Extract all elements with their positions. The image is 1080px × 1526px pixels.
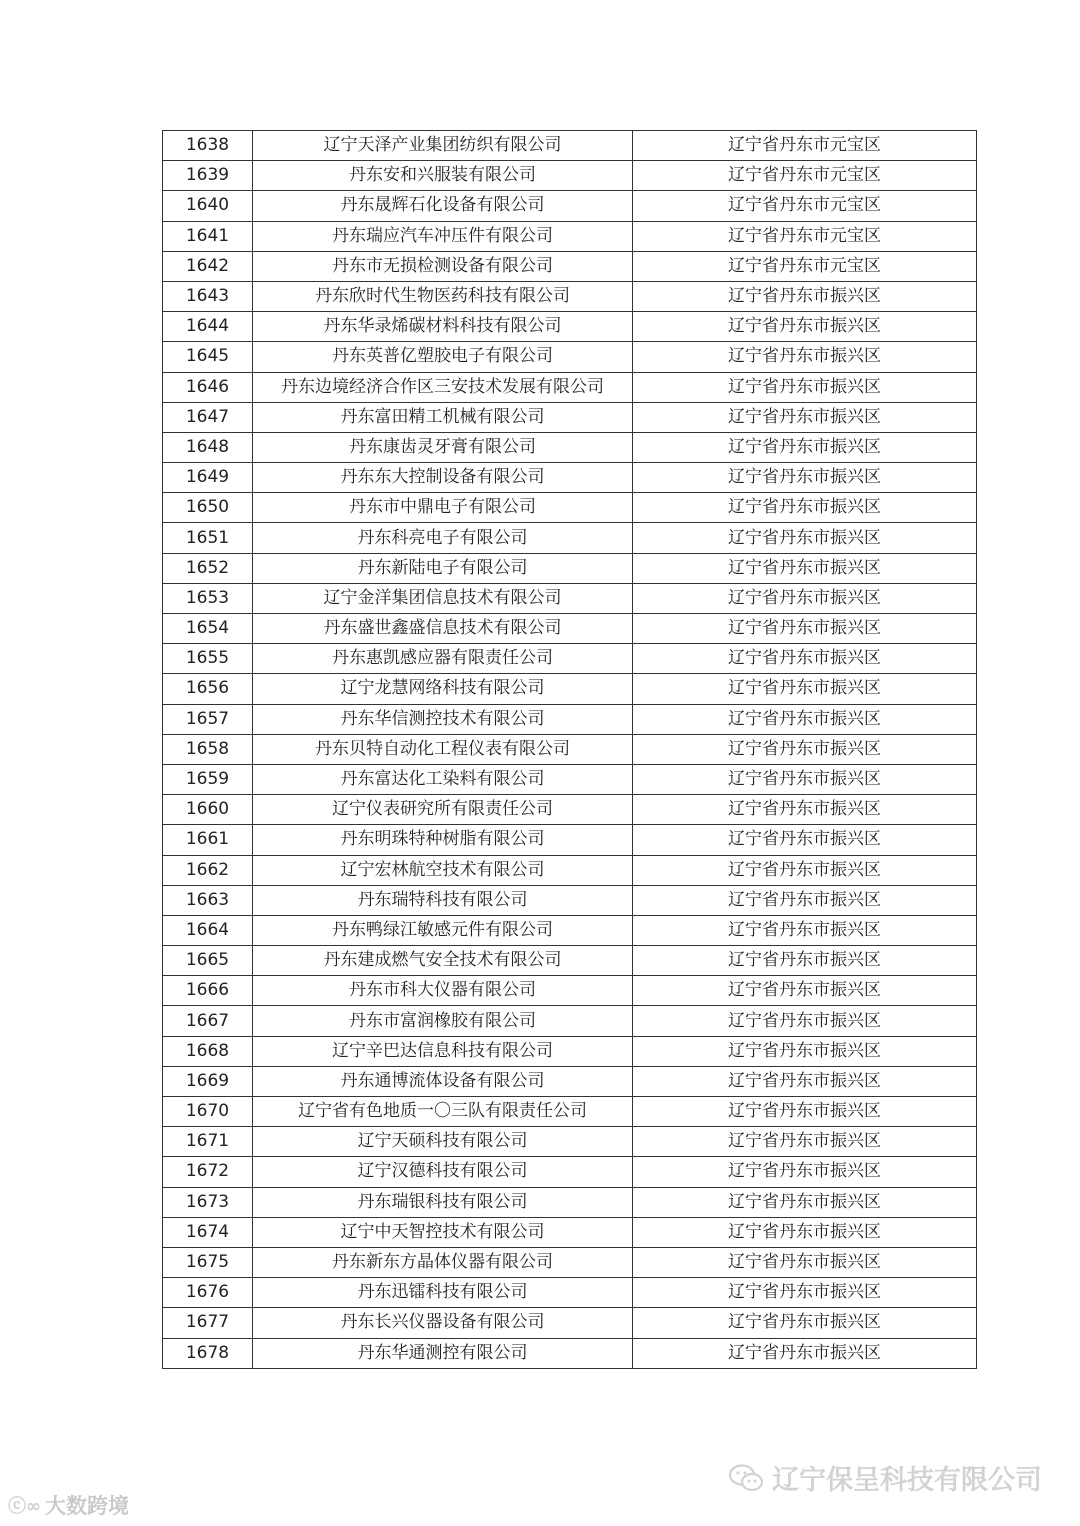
table-row (163, 795, 977, 825)
region: 辽宁省丹东市振兴区 (633, 825, 977, 855)
company-name: 丹东市科大仪器有限公司 (253, 976, 633, 1006)
table-row (163, 312, 977, 342)
row-number: 1669 (163, 1066, 253, 1096)
company-name: 丹东华信测控技术有限公司 (253, 704, 633, 734)
row-number: 1658 (163, 734, 253, 764)
table-row (163, 1278, 977, 1308)
row-number: 1646 (163, 372, 253, 402)
company-name: 丹东市富润橡胶有限公司 (253, 1006, 633, 1036)
table-row (163, 855, 977, 885)
region: 辽宁省丹东市振兴区 (633, 1006, 977, 1036)
company-name: 辽宁金洋集团信息技术有限公司 (253, 583, 633, 613)
row-number: 1644 (163, 312, 253, 342)
region: 辽宁省丹东市振兴区 (633, 644, 977, 674)
company-name: 辽宁仪表研究所有限责任公司 (253, 795, 633, 825)
table-row (163, 402, 977, 432)
region: 辽宁省丹东市振兴区 (633, 1066, 977, 1096)
company-name: 辽宁宏林航空技术有限公司 (253, 855, 633, 885)
row-number: 1675 (163, 1247, 253, 1277)
company-name: 丹东科亮电子有限公司 (253, 523, 633, 553)
region: 辽宁省丹东市振兴区 (633, 1127, 977, 1157)
region: 辽宁省丹东市振兴区 (633, 312, 977, 342)
watermark-right (728, 1458, 1042, 1497)
region: 辽宁省丹东市元宝区 (633, 221, 977, 251)
company-name: 辽宁省有色地质一〇三队有限责任公司 (253, 1097, 633, 1127)
row-number: 1672 (163, 1157, 253, 1187)
region: 辽宁省丹东市振兴区 (633, 885, 977, 915)
company-name: 丹东边境经济合作区三安技术发展有限公司 (253, 372, 633, 402)
region: 辽宁省丹东市振兴区 (633, 1157, 977, 1187)
company-name: 丹东长兴仪器设备有限公司 (253, 1308, 633, 1338)
row-number: 1677 (163, 1308, 253, 1338)
row-number: 1664 (163, 915, 253, 945)
region: 辽宁省丹东市元宝区 (633, 191, 977, 221)
table-row (163, 432, 977, 462)
company-name: 丹东市无损检测设备有限公司 (253, 251, 633, 281)
table-row (163, 674, 977, 704)
table-row (163, 372, 977, 402)
row-number: 1661 (163, 825, 253, 855)
table-row (163, 1036, 977, 1066)
row-number: 1655 (163, 644, 253, 674)
row-number: 1663 (163, 885, 253, 915)
table-row (163, 1338, 977, 1368)
company-name: 丹东康齿灵牙膏有限公司 (253, 432, 633, 462)
table-row (163, 1097, 977, 1127)
row-number: 1673 (163, 1187, 253, 1217)
table-row (163, 1247, 977, 1277)
row-number: 1650 (163, 493, 253, 523)
table-row (163, 251, 977, 281)
region: 辽宁省丹东市振兴区 (633, 764, 977, 794)
company-name: 丹东市中鼎电子有限公司 (253, 493, 633, 523)
watermark-logo-icon: ⓒ∞ (8, 1496, 41, 1517)
company-name: 丹东瑞应汽车冲压件有限公司 (253, 221, 633, 251)
row-number: 1670 (163, 1097, 253, 1127)
row-number: 1649 (163, 463, 253, 493)
region: 辽宁省丹东市振兴区 (633, 281, 977, 311)
region: 辽宁省丹东市振兴区 (633, 493, 977, 523)
row-number: 1648 (163, 432, 253, 462)
table-row (163, 946, 977, 976)
table-row (163, 1308, 977, 1338)
region: 辽宁省丹东市振兴区 (633, 674, 977, 704)
table-row (163, 825, 977, 855)
region: 辽宁省丹东市振兴区 (633, 1187, 977, 1217)
table-row (163, 523, 977, 553)
region: 辽宁省丹东市振兴区 (633, 1338, 977, 1368)
table-row (163, 644, 977, 674)
region: 辽宁省丹东市振兴区 (633, 523, 977, 553)
company-name: 辽宁天泽产业集团纺织有限公司 (253, 131, 633, 161)
row-number: 1659 (163, 764, 253, 794)
company-name: 丹东英普亿塑胶电子有限公司 (253, 342, 633, 372)
company-name: 辽宁天硕科技有限公司 (253, 1127, 633, 1157)
company-table-body (163, 131, 977, 1369)
row-number: 1651 (163, 523, 253, 553)
table-row (163, 221, 977, 251)
company-name: 丹东惠凯感应器有限责任公司 (253, 644, 633, 674)
company-name: 丹东鸭绿江敏感元件有限公司 (253, 915, 633, 945)
company-name: 丹东华录烯碳材料科技有限公司 (253, 312, 633, 342)
region: 辽宁省丹东市振兴区 (633, 976, 977, 1006)
row-number: 1654 (163, 614, 253, 644)
row-number: 1639 (163, 161, 253, 191)
region: 辽宁省丹东市振兴区 (633, 795, 977, 825)
region: 辽宁省丹东市振兴区 (633, 1097, 977, 1127)
table-row (163, 976, 977, 1006)
table-row (163, 493, 977, 523)
region: 辽宁省丹东市振兴区 (633, 1217, 977, 1247)
company-name: 丹东明珠特种树脂有限公司 (253, 825, 633, 855)
row-number: 1666 (163, 976, 253, 1006)
row-number: 1671 (163, 1127, 253, 1157)
company-name: 丹东安和兴服装有限公司 (253, 161, 633, 191)
company-name: 辽宁辛巴达信息科技有限公司 (253, 1036, 633, 1066)
region: 辽宁省丹东市振兴区 (633, 583, 977, 613)
table-row (163, 704, 977, 734)
row-number: 1657 (163, 704, 253, 734)
table-row (163, 1187, 977, 1217)
region: 辽宁省丹东市振兴区 (633, 1036, 977, 1066)
row-number: 1647 (163, 402, 253, 432)
row-number: 1640 (163, 191, 253, 221)
company-name: 丹东东大控制设备有限公司 (253, 463, 633, 493)
region: 辽宁省丹东市振兴区 (633, 1247, 977, 1277)
wechat-icon (728, 1463, 764, 1493)
company-name: 丹东迅镭科技有限公司 (253, 1278, 633, 1308)
row-number: 1665 (163, 946, 253, 976)
company-name: 辽宁中天智控技术有限公司 (253, 1217, 633, 1247)
row-number: 1645 (163, 342, 253, 372)
company-name: 辽宁汉德科技有限公司 (253, 1157, 633, 1187)
table-row (163, 915, 977, 945)
region: 辽宁省丹东市振兴区 (633, 432, 977, 462)
company-name: 丹东盛世鑫盛信息技术有限公司 (253, 614, 633, 644)
table-row (163, 463, 977, 493)
company-name: 丹东瑞特科技有限公司 (253, 885, 633, 915)
row-number: 1660 (163, 795, 253, 825)
company-name: 丹东富田精工机械有限公司 (253, 402, 633, 432)
watermark-left-text: 大数跨境 (45, 1494, 129, 1518)
row-number: 1653 (163, 583, 253, 613)
row-number: 1641 (163, 221, 253, 251)
row-number: 1638 (163, 131, 253, 161)
region: 辽宁省丹东市振兴区 (633, 704, 977, 734)
company-name: 丹东瑞银科技有限公司 (253, 1187, 633, 1217)
region: 辽宁省丹东市振兴区 (633, 553, 977, 583)
row-number: 1676 (163, 1278, 253, 1308)
company-name: 丹东贝特自动化工程仪表有限公司 (253, 734, 633, 764)
table-row (163, 1157, 977, 1187)
company-name: 丹东新陆电子有限公司 (253, 553, 633, 583)
company-table (162, 130, 977, 1369)
table-row (163, 1006, 977, 1036)
region: 辽宁省丹东市振兴区 (633, 402, 977, 432)
region: 辽宁省丹东市振兴区 (633, 946, 977, 976)
region: 辽宁省丹东市振兴区 (633, 1278, 977, 1308)
region: 辽宁省丹东市振兴区 (633, 372, 977, 402)
watermark-left (8, 1490, 129, 1520)
company-name: 辽宁龙慧网络科技有限公司 (253, 674, 633, 704)
table-row (163, 553, 977, 583)
table-row (163, 583, 977, 613)
company-name: 丹东华通测控有限公司 (253, 1338, 633, 1368)
row-number: 1662 (163, 855, 253, 885)
region: 辽宁省丹东市振兴区 (633, 1308, 977, 1338)
table-row (163, 131, 977, 161)
row-number: 1652 (163, 553, 253, 583)
row-number: 1656 (163, 674, 253, 704)
table-row (163, 281, 977, 311)
table-row (163, 191, 977, 221)
table-row (163, 1066, 977, 1096)
table-row (163, 1217, 977, 1247)
region: 辽宁省丹东市元宝区 (633, 131, 977, 161)
row-number: 1678 (163, 1338, 253, 1368)
region: 辽宁省丹东市振兴区 (633, 342, 977, 372)
company-name: 丹东通博流体设备有限公司 (253, 1066, 633, 1096)
row-number: 1667 (163, 1006, 253, 1036)
company-name: 丹东富达化工染料有限公司 (253, 764, 633, 794)
table-row (163, 614, 977, 644)
table-row (163, 734, 977, 764)
company-name: 丹东建成燃气安全技术有限公司 (253, 946, 633, 976)
row-number: 1668 (163, 1036, 253, 1066)
region: 辽宁省丹东市元宝区 (633, 251, 977, 281)
region: 辽宁省丹东市元宝区 (633, 161, 977, 191)
watermark-right-text: 辽宁保呈科技有限公司 (772, 1465, 1042, 1496)
company-name: 丹东晟辉石化设备有限公司 (253, 191, 633, 221)
region: 辽宁省丹东市振兴区 (633, 734, 977, 764)
row-number: 1643 (163, 281, 253, 311)
region: 辽宁省丹东市振兴区 (633, 463, 977, 493)
region: 辽宁省丹东市振兴区 (633, 614, 977, 644)
row-number: 1674 (163, 1217, 253, 1247)
region: 辽宁省丹东市振兴区 (633, 915, 977, 945)
table-row (163, 764, 977, 794)
table-row (163, 342, 977, 372)
row-number: 1642 (163, 251, 253, 281)
region: 辽宁省丹东市振兴区 (633, 855, 977, 885)
table-row (163, 885, 977, 915)
table-row (163, 161, 977, 191)
company-name: 丹东欣时代生物医药科技有限公司 (253, 281, 633, 311)
company-name: 丹东新东方晶体仪器有限公司 (253, 1247, 633, 1277)
table-row (163, 1127, 977, 1157)
